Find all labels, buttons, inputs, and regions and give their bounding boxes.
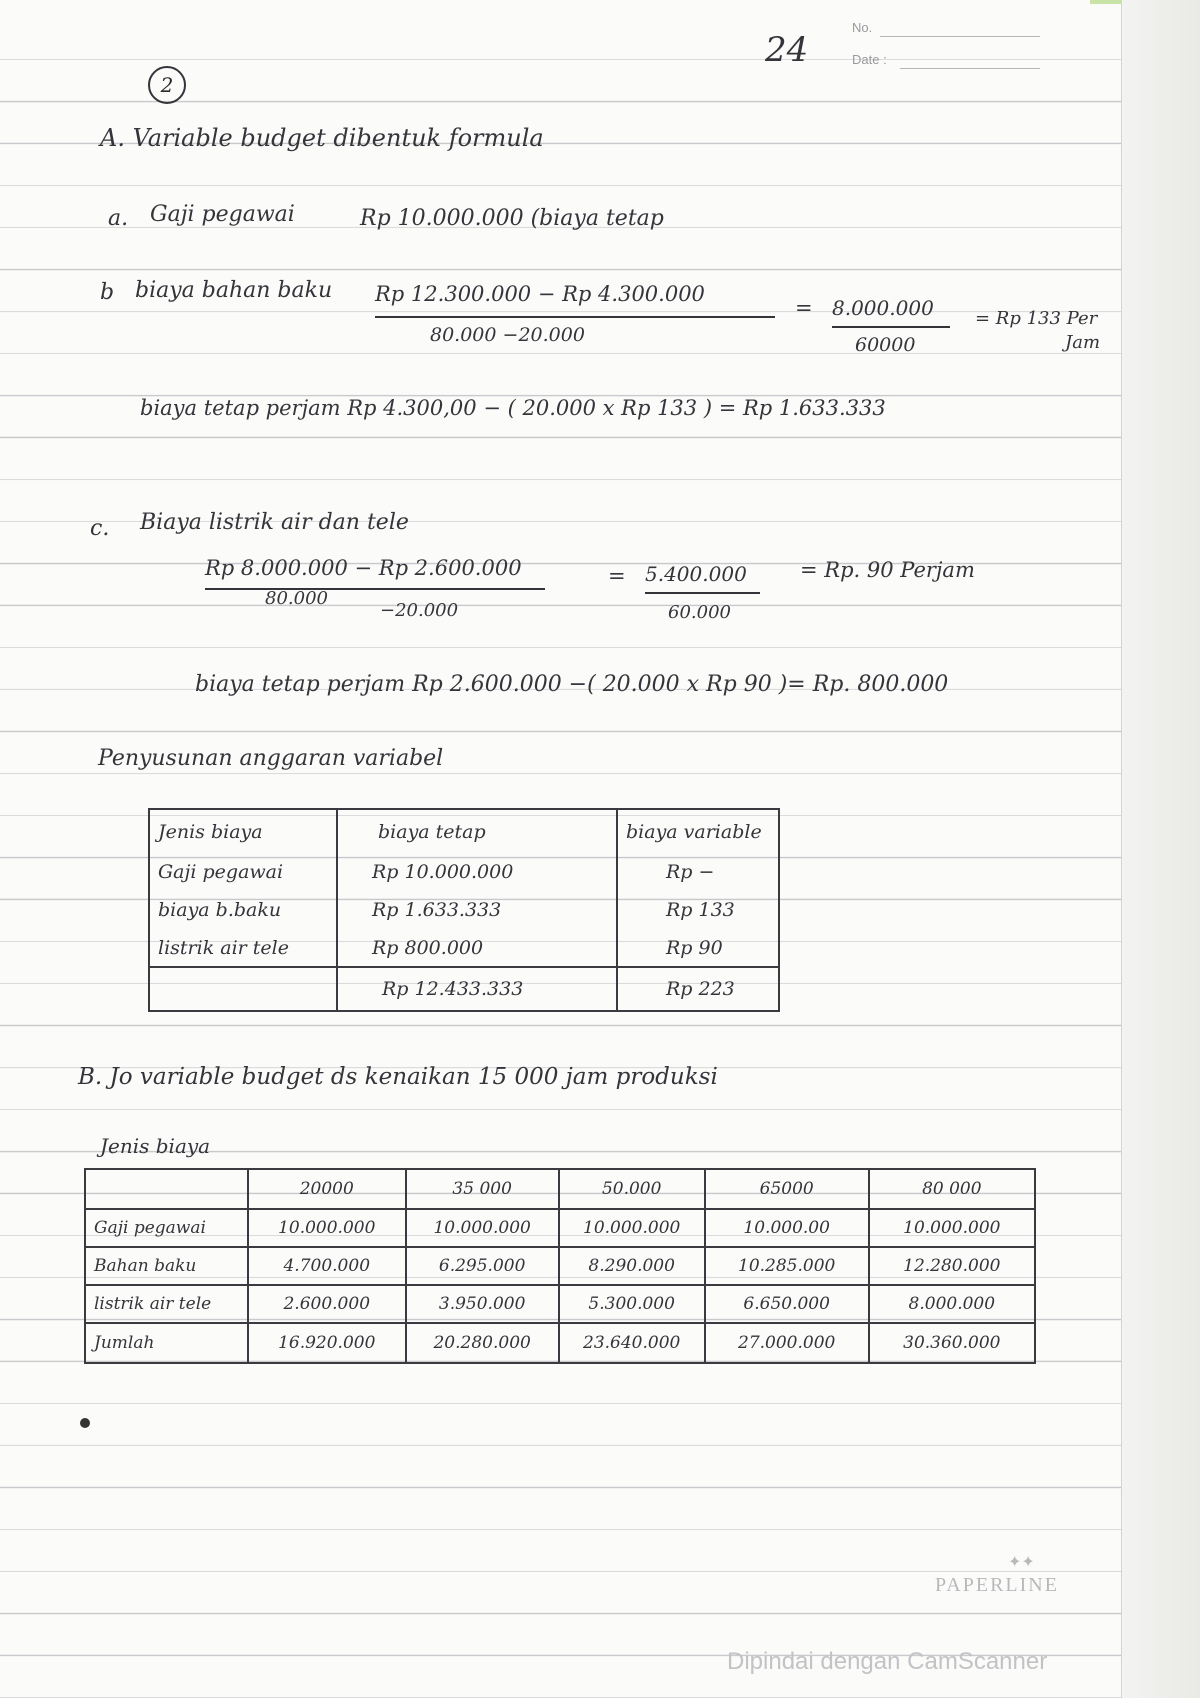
table-cell: Rp 10.000.000: [337, 853, 617, 891]
line-c-denominator: 80.000: [265, 588, 328, 609]
page-number: 24: [765, 30, 809, 70]
line-b-denominator: 80.000 −20.000: [430, 324, 585, 346]
date-line: [900, 68, 1040, 69]
header-cell: [85, 1169, 248, 1209]
table-cell: listrik air tele: [149, 929, 337, 967]
table-cell: Rp 1.633.333: [337, 891, 617, 929]
line-c-result-final: = Rp. 90 Perjam: [800, 558, 975, 582]
header-cell: 50.000: [559, 1169, 705, 1209]
line-b-result-final: = Rp 133 Per: [975, 308, 1098, 329]
table-cell: Bahan baku: [85, 1247, 248, 1285]
header-cell: Jenis biaya: [149, 809, 337, 853]
table-cell: 30.360.000: [869, 1323, 1035, 1363]
line-b-result-unit: Jam: [1065, 332, 1101, 353]
date-label: Date :: [852, 52, 887, 67]
line-b-label: b: [100, 280, 115, 305]
section-circle: 2: [148, 66, 186, 104]
table-row: [149, 891, 779, 929]
table-cell: 10.000.000: [248, 1209, 406, 1247]
line-b-text: biaya bahan baku: [135, 278, 333, 303]
table-cell: [149, 967, 337, 1011]
table-row: [85, 1285, 1035, 1323]
header-cell: biaya tetap: [337, 809, 617, 853]
section-a-title: A. Variable budget dibentuk formula: [100, 124, 544, 152]
table-cell: biaya b.baku: [149, 891, 337, 929]
table-row: [85, 1169, 1035, 1209]
line-a-text: Gaji pegawai: [150, 202, 295, 227]
no-label: No.: [852, 20, 873, 35]
header-cell: 35 000: [406, 1169, 559, 1209]
table-row: [149, 929, 779, 967]
bullet-dot: [80, 1418, 90, 1428]
variable-budget-table: [148, 808, 780, 1012]
table-cell: 6.650.000: [705, 1285, 869, 1323]
table-cell: Rp 133: [617, 891, 779, 929]
table-cell: Rp 223: [617, 967, 779, 1011]
table-cell: 20.280.000: [406, 1323, 559, 1363]
line-c-denominator-2: −20.000: [380, 600, 459, 621]
header-cell: 65000: [705, 1169, 869, 1209]
line-b-fixed-cost: biaya tetap perjam Rp 4.300,00 − ( 20.000 x Rp 133 ) = Rp 1.633.333: [140, 396, 886, 420]
paperline-logo-icon: ✦✦: [1008, 1552, 1035, 1571]
table-cell: Gaji pegawai: [149, 853, 337, 891]
table-cell: 8.000.000: [869, 1285, 1035, 1323]
table-cell: Gaji pegawai: [85, 1209, 248, 1247]
table-cell: 16.920.000: [248, 1323, 406, 1363]
table-cell: Rp 12.433.333: [337, 967, 617, 1011]
table-cell: 10.000.000: [869, 1209, 1035, 1247]
table-cell: Rp −: [617, 853, 779, 891]
line-b-fraction-bar: [375, 316, 775, 318]
section-b-table-label: Jenis biaya: [100, 1134, 211, 1158]
table-cell: Rp 90: [617, 929, 779, 967]
table-cell: listrik air tele: [85, 1285, 248, 1323]
table-cell: 8.290.000: [559, 1247, 705, 1285]
line-c-eq: =: [608, 564, 626, 588]
table-cell: Jumlah: [85, 1323, 248, 1363]
table-cell: 6.295.000: [406, 1247, 559, 1285]
line-a-amount: Rp 10.000.000 (biaya tetap: [360, 206, 664, 231]
paperline-brand: PAPERLINE: [935, 1574, 1059, 1596]
table-row-total: [85, 1323, 1035, 1363]
line-b-result-num: 8.000.000: [832, 296, 934, 320]
table-cell: 10.000.00: [705, 1209, 869, 1247]
table-cell: 12.280.000: [869, 1247, 1035, 1285]
table-row: [85, 1247, 1035, 1285]
line-c-result-num: 5.400.000: [645, 562, 747, 586]
line-b-result-den: 60000: [855, 334, 916, 356]
table-row: [85, 1209, 1035, 1247]
table-cell: 4.700.000: [248, 1247, 406, 1285]
table-cell: 5.300.000: [559, 1285, 705, 1323]
table-cell: 10.000.000: [559, 1209, 705, 1247]
page-binding-edge: [1121, 0, 1200, 1698]
table-row: [149, 853, 779, 891]
table-cell: 23.640.000: [559, 1323, 705, 1363]
header-cell: 80 000: [869, 1169, 1035, 1209]
table-cell: 3.950.000: [406, 1285, 559, 1323]
table-cell: 10.000.000: [406, 1209, 559, 1247]
line-b-result-bar: [832, 326, 950, 328]
line-b-numerator: Rp 12.300.000 − Rp 4.300.000: [375, 282, 705, 306]
line-c-numerator: Rp 8.000.000 − Rp 2.600.000: [205, 556, 522, 580]
flexible-budget-table: [84, 1168, 1036, 1364]
line-c-fixed-cost: biaya tetap perjam Rp 2.600.000 −( 20.000 x Rp 90 )= Rp. 800.000: [195, 672, 949, 697]
section-b-title: B. Jo variable budget ds kenaikan 15 000 jam produksi: [78, 1064, 718, 1090]
table-cell: 2.600.000: [248, 1285, 406, 1323]
budget-table-title: Penyusunan anggaran variabel: [98, 746, 444, 771]
table-cell: Rp 800.000: [337, 929, 617, 967]
table-cell: 27.000.000: [705, 1323, 869, 1363]
line-a-label: a.: [108, 206, 129, 231]
line-b-eq: =: [795, 296, 813, 320]
table-row: [149, 809, 779, 853]
header-cell: biaya variable: [617, 809, 779, 853]
no-line: [880, 36, 1040, 37]
camscanner-watermark: Dipindai dengan CamScanner: [727, 1648, 1048, 1675]
line-c-result-den: 60.000: [668, 602, 731, 623]
table-cell: 10.285.000: [705, 1247, 869, 1285]
line-c-result-bar: [645, 592, 760, 594]
table-row-total: [149, 967, 779, 1011]
header-cell: 20000: [248, 1169, 406, 1209]
line-c-text: Biaya listrik air dan tele: [140, 510, 409, 535]
line-c-fraction-bar: [205, 588, 545, 590]
line-c-label: c.: [90, 516, 110, 541]
